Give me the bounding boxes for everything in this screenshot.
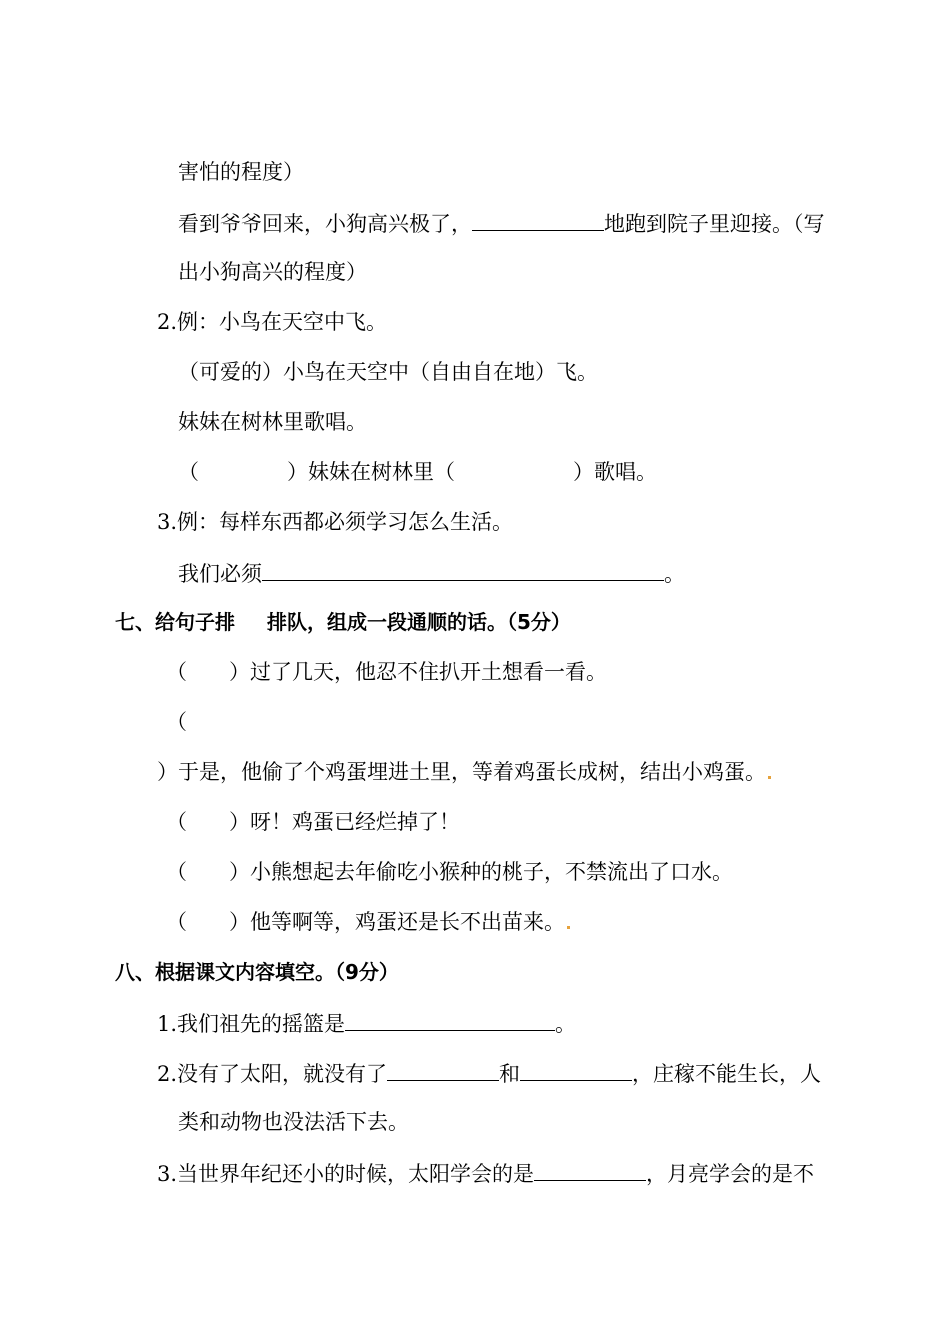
text-line xyxy=(178,358,598,386)
q8-item2-end: 类和动物也没法活下去。 xyxy=(178,1110,409,1134)
q6-item3-prefix: 我们必须 xyxy=(178,562,262,586)
q7-sentence-4: ）小熊想起去年偷吃小猴种的桃子，不禁流出了口水。 xyxy=(229,860,733,884)
q7-sentence-2: ）于是，他偷了个鸡蛋埋进土里，等着鸡蛋长成树，结出小鸡蛋。 xyxy=(157,760,766,784)
list-item xyxy=(166,658,607,686)
ink-dot-mark xyxy=(567,926,570,929)
q8-item3: 3.当世界年纪还小的时候，太阳学会的是 xyxy=(157,1162,535,1186)
paren-open: （ xyxy=(166,660,187,684)
text-line xyxy=(178,258,367,286)
text-line xyxy=(178,158,304,186)
q7-sentence-1: ）过了几天，他忍不住扒开土想看一看。 xyxy=(229,660,607,684)
paren-open: （ xyxy=(178,460,199,484)
blank-sun-learned[interactable] xyxy=(534,1158,646,1181)
blank-no-sun-1[interactable] xyxy=(387,1058,499,1081)
q6-happy-degree-note: 出小狗高兴的程度） xyxy=(178,260,367,284)
q7-heading-part2: 排队，组成一段通顺的话。（5分） xyxy=(267,610,571,634)
q6-fear-degree-note: 害怕的程度） xyxy=(178,160,304,184)
q8-item2: 2.没有了太阳，就没有了 xyxy=(157,1062,388,1086)
list-item xyxy=(166,808,460,836)
q8-item2-cont: ，庄稼不能生长，人 xyxy=(632,1062,822,1086)
q8-item2-and: 和 xyxy=(499,1062,521,1086)
q6-item3-example: 3.例：每样东西都必须学习怎么生活。 xyxy=(157,510,514,534)
period: 。 xyxy=(555,1012,577,1036)
section-heading-8 xyxy=(115,958,399,986)
blank-no-sun-2[interactable] xyxy=(520,1058,632,1081)
q7-sentence-3: ）呀！鸡蛋已经烂掉了！ xyxy=(229,810,460,834)
ink-dot-mark xyxy=(768,776,771,779)
q7-heading-part1: 七、给句子排 xyxy=(115,610,235,634)
period: 。 xyxy=(664,562,685,586)
paren-open: （ xyxy=(166,810,187,834)
list-item xyxy=(157,1008,576,1038)
list-item xyxy=(178,1108,409,1136)
list-item xyxy=(157,1058,821,1088)
blank-dog-happy[interactable] xyxy=(472,208,604,231)
list-item xyxy=(157,1158,814,1188)
q6-dog-sentence-end: 地跑到院子里迎接。（写 xyxy=(604,212,825,236)
q6-item2-model: （可爱的）小鸟在天空中（自由自在地）飞。 xyxy=(178,360,598,384)
q7-sentence-5: ）他等啊等，鸡蛋还是长不出苗来。 xyxy=(229,910,565,934)
list-item xyxy=(166,908,570,936)
q8-item3-cont: ，月亮学会的是不 xyxy=(646,1162,815,1186)
list-item xyxy=(157,758,771,786)
list-item xyxy=(166,858,733,886)
text-line xyxy=(157,308,387,336)
blank-we-must[interactable] xyxy=(262,558,664,581)
q8-item1: 1.我们祖先的摇篮是 xyxy=(157,1012,346,1036)
list-item xyxy=(166,708,187,736)
paren-open: （ xyxy=(166,910,187,934)
q6-item2-example: 2.例：小鸟在天空中飞。 xyxy=(157,310,388,334)
text-line xyxy=(178,208,825,238)
q8-heading: 八、根据课文内容填空。（9分） xyxy=(115,960,399,984)
section-heading-7 xyxy=(115,608,571,636)
text-line xyxy=(178,408,367,436)
q6-dog-sentence: 看到爷爷回来，小狗高兴极了， xyxy=(178,212,472,236)
text-line xyxy=(178,458,657,486)
paren-open: （ xyxy=(166,710,187,734)
blank-cradle[interactable] xyxy=(345,1008,555,1031)
text-line xyxy=(178,558,685,588)
q6-item2-sentence: 妹妹在树林里歌唱。 xyxy=(178,410,367,434)
text-line xyxy=(157,508,513,536)
q6-item2-mid: ）妹妹在树林里（ xyxy=(287,460,455,484)
paren-open: （ xyxy=(166,860,187,884)
q6-item2-end: ）歌唱。 xyxy=(573,460,657,484)
